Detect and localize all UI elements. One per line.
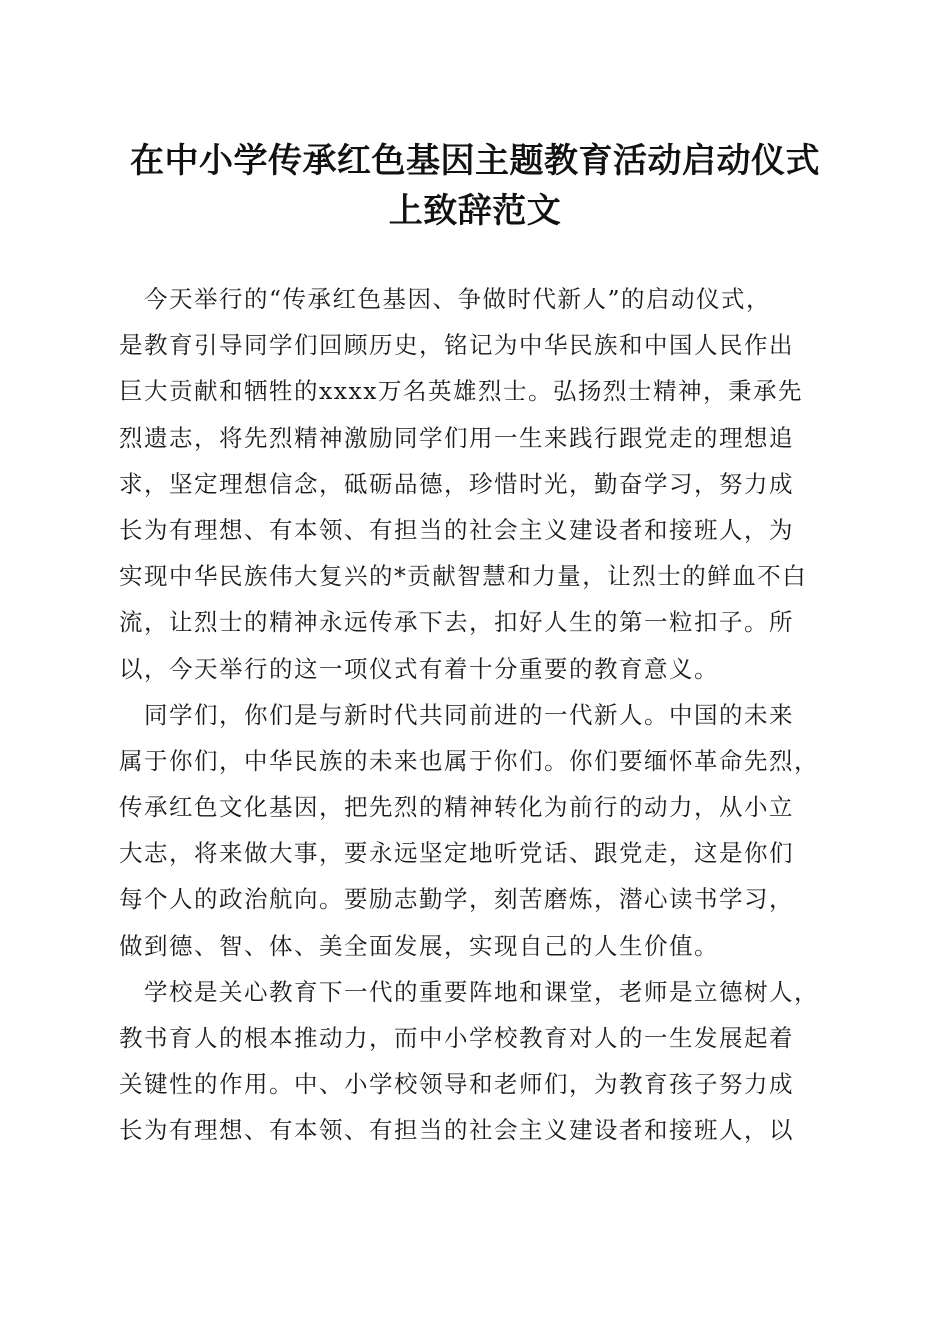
text-line: 实现中华民族伟大复兴的*贡献智慧和力量，让烈士的鲜血不白 (119, 562, 808, 591)
paragraph-2 (119, 695, 839, 972)
text-line: 烈遗志，将先烈精神激励同学们用一生来践行跟党走的理想追 (119, 423, 794, 452)
text-line: 巨大贡献和牺牲的xxxx万名英雄烈士。弘扬烈士精神，秉承先 (119, 377, 804, 406)
paragraph-3 (119, 972, 839, 1157)
text-line: 关键性的作用。中、小学校领导和老师们，为教育孩子努力成 (119, 1070, 794, 1099)
document-title (100, 136, 850, 236)
text-line: 大志，将来做大事，要永远坚定地听党话、跟党走，这是你们 (119, 839, 794, 868)
title-line-2: 上致辞范文 (388, 191, 562, 231)
text-line: 学校是关心教育下一代的重要阵地和课堂，老师是立德树人， (119, 977, 819, 1006)
text-line: 同学们，你们是与新时代共同前进的一代新人。中国的未来 (119, 700, 794, 729)
text-line: 长为有理想、有本领、有担当的社会主义建设者和接班人，以 (119, 1116, 794, 1145)
text-line: 教书育人的根本推动力，而中小学校教育对人的一生发展起着 (119, 1024, 794, 1052)
text-line: 每个人的政治航向。要励志勤学，刻苦磨炼，潜心读书学习， (119, 885, 794, 914)
text-line: 今天举行的“传承红色基因、争做时代新人”的启动仪式， (119, 285, 772, 313)
text-line: 求，坚定理想信念，砥砺品德，珍惜时光，勤奋学习，努力成 (119, 469, 794, 498)
text-line: 是教育引导同学们回顾历史，铭记为中华民族和中国人民作出 (119, 331, 794, 360)
paragraph-1 (119, 279, 839, 695)
text-line: 属于你们，中华民族的未来也属于你们。你们要缅怀革命先烈， (119, 746, 819, 775)
document-body (119, 279, 839, 1157)
text-line: 传承红色文化基因，把先烈的精神转化为前行的动力，从小立 (119, 793, 794, 822)
text-line: 长为有理想、有本领、有担当的社会主义建设者和接班人，为 (119, 515, 794, 544)
text-line: 以，今天举行的这一项仪式有着十分重要的教育意义。 (119, 654, 719, 683)
text-line: 流，让烈士的精神永远传承下去，扣好人生的第一粒扣子。所 (119, 608, 794, 637)
title-line-1: 在中小学传承红色基因主题教育活动启动仪式 (130, 141, 820, 181)
text-line: 做到德、智、体、美全面发展，实现自己的人生价值。 (119, 931, 719, 960)
